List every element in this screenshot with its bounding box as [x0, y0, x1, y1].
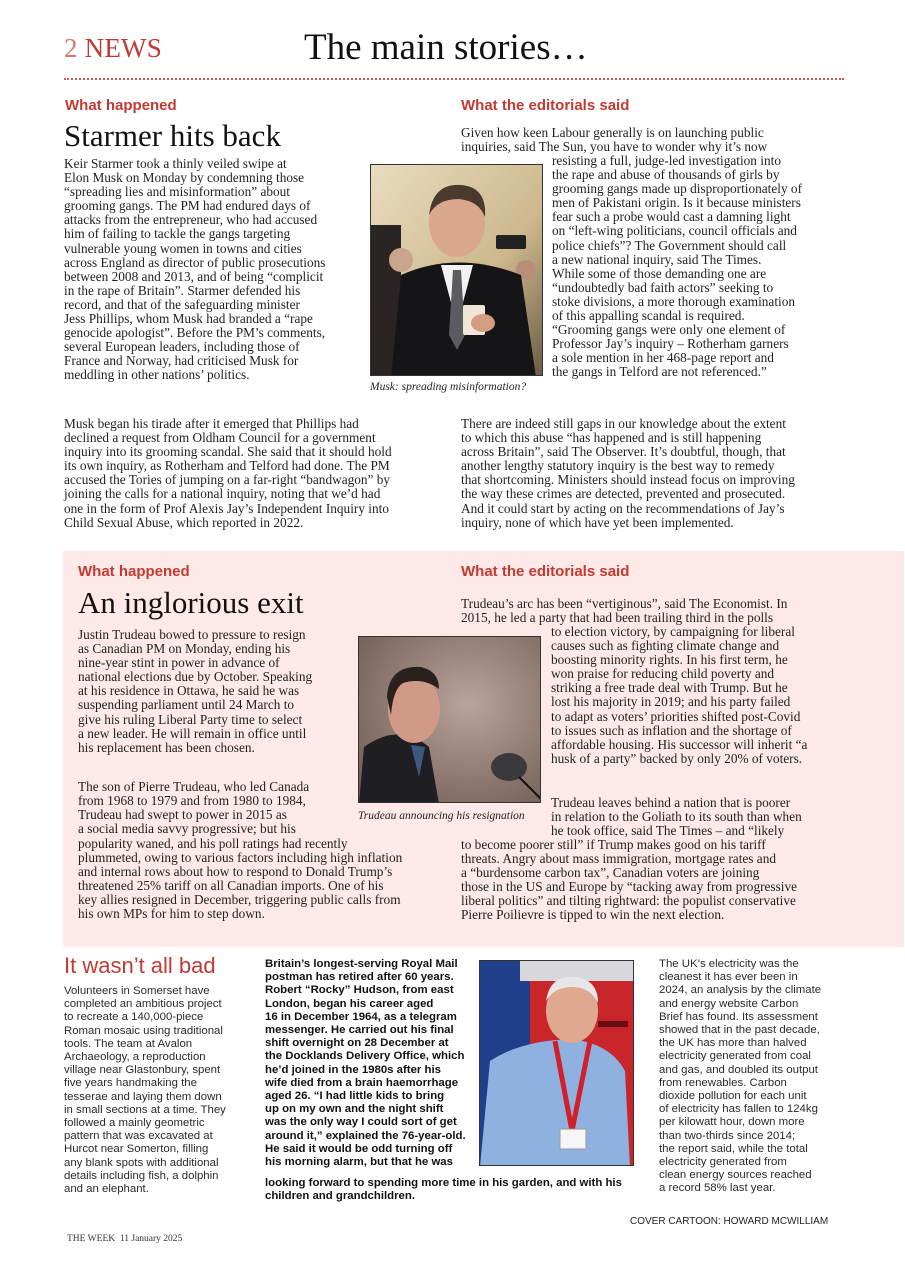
story1-body-para2: Musk began his tirade after it emerged that Phillips had declined a request from Oldham Council for a government inquiry into its grooming scandal. She said that it should hold its own inquiry, as Rotherham and Telford had done. The PM accused the Tories of jumping on a far-right “bandwagon” by joining the calls for a national inquiry, noting that we’d had one in the form of Prof Alexis Jay’s Independent Inquiry into Child Sexual Abuse, which reported in 2022.	[64, 416, 392, 530]
story2-editorials-para1-wrap: to election victory, by campaigning for liberal causes such as fighting climate change and boosting minority rights. In his first term, he won praise for reducing child poverty and striking a free trade deal with Trump. But he lost his majority in 2019; and his party failed to adapt as voters’ priorities shifted post-Covid to issues such as inflation and the shortage of affordable housing. His successor will inherit “a husk of a party” backed by only 20% of voters.	[551, 624, 808, 766]
postman-photo-image	[480, 961, 634, 1166]
section-number: 2	[64, 33, 78, 63]
musk-photo	[370, 164, 543, 376]
mosaic-story: Volunteers in Somerset have completed an ambitious project to recreate a 140,000-piece Roman mosaic using traditional tools. The team at Avalon Archaeology, a reproduction village near Glastonbury, spent five years handmaking the tesserae and laying them down in small sections at a time. They followed a mainly geometric pattern that was excavated at Hurcot near Somerton, filling any blank spots with additional details including fish, a dolphin and an elephant.	[64, 985, 226, 1196]
story2-editorials-para2-full: to become poorer still” if Trump makes good on his tariff threats. Angry about mass immigration, mortgage rates and a “burdensome carbon tax”, Canadian voters are joining those in the US and Europe by “tacking away from progressive liberal politics” and tilting rightward: the populist conservative Pierre Poilievre is tipped to win the next election.	[461, 837, 798, 923]
story1-headline: Starmer hits back	[64, 118, 281, 153]
page-title: The main stories…	[304, 27, 588, 68]
story1-editorials-para1-wrap: resisting a full, judge-led investigation into the rape and abuse of thousands of girls by grooming gangs made up disproportionately of men of Pakistani origin. Is it because ministers fear such a probe would cast a damning light on “left-wing politicians, council officials and police chiefs”? The Government should call a new national inquiry, said The Times. While some of those demanding one are “undoubtedly bad faith actors” seeking to stoke divisions, a more thorough examination of this appalling scandal is required. “Grooming gangs were only one element of Professor Jay’s inquiry – Rotherham garners a sole mention in her 468-page report and the gangs in Telford are not referenced.”	[552, 153, 803, 380]
issue-date: 11 January 2025	[119, 1234, 183, 1244]
postman-story-end: looking forward to spending more time in his garden, and with his children and grandchildren.	[265, 1177, 622, 1203]
electricity-story: The UK’s electricity was the cleanest it has ever been in 2024, an analysis by the climate and energy website Carbon Brief has found. Its assessment showed that in the past decade, the UK has more than halved electricity generated from coal and gas, and doubled its output from renewables. Carbon dioxide pollution for each unit of electricity has fallen to 124kg per kilowatt hour, down more than two-thirds since 2014; the report said, while the total electricity generated from clean energy sources reached a record 58% last year.	[659, 958, 822, 1195]
story2-body-para2-wrap: The son of Pierre Trudeau, who led Canada from 1968 to 1979 and from 1980 to 1984, Trudeau had swept to power in 2015 as a social media savvy progressive; but his	[78, 779, 310, 837]
story2-body-para2-full: popularity waned, and his poll ratings had recently plummeted, owing to various factors including high inflation and internal rows about how to respond to Donald Trump’s threatened 25% tariff on all Canadian imports. One of his key allies resigned in December, triggering public calls from his own MPs for him to step down.	[78, 836, 403, 922]
trudeau-photo-image	[359, 637, 541, 803]
story2-editorials-kicker: What the editorials said	[461, 563, 630, 580]
story2-editorials-para1-top: Trudeau’s arc has been “vertiginous”, said The Economist. In 2015, he led a party that had been trailing third in the polls	[461, 596, 788, 626]
story2-headline: An inglorious exit	[78, 585, 304, 620]
story1-editorials-para2: There are indeed still gaps in our knowledge about the extent to which this abuse “has happened and is still happening across Britain”, said The Observer. It’s doubtful, though, that another lengthy statutory inquiry is the best way to remedy that shortcoming. Ministers should instead focus on improving the way these crimes are detected, prevented and prosecuted. And it could start by acting on the recommendations of Jay’s inquiry, none of which have yet been implemented.	[461, 416, 795, 530]
story2-kicker: What happened	[78, 563, 190, 580]
section-label	[64, 33, 162, 64]
story1-editorials-kicker: What the editorials said	[461, 97, 630, 114]
story1-kicker: What happened	[65, 97, 177, 114]
publication-name: THE WEEK	[67, 1234, 116, 1244]
postman-story: Britain’s longest-serving Royal Mail postman has retired after 60 years. Robert “Rocky” Hudson, from east London, began his career aged 16 in December 1964, as a telegram messenger. He carried out his final shift overnight on 28 December at the Docklands Delivery Office, which he’d joined in the 1980s after his wife died from a brain haemorrhage aged 26. “I had little kids to bring up on my own and the night shift was the only way I could sort of get around it,” explained the 76-year-old. He said it would be odd turning off his morning alarm, but that he was	[265, 958, 466, 1169]
dotted-divider	[64, 78, 844, 80]
postman-photo	[479, 960, 634, 1166]
cover-credit: COVER CARTOON: HOWARD MCWILLIAM	[630, 1216, 829, 1227]
page-footer	[67, 1234, 182, 1244]
story2-editorials-para2-wrap: Trudeau leaves behind a nation that is poorer in relation to the Goliath to its south than when he took office, said The Times – and “likely	[551, 795, 802, 839]
good-news-title: It wasn’t all bad	[64, 953, 216, 978]
story1-editorials-para1-top: Given how keen Labour generally is on launching public inquiries, said The Sun, you have to wonder why it’s now	[461, 125, 768, 155]
section-name: NEWS	[84, 33, 162, 63]
story1-body-para1: Keir Starmer took a thinly veiled swipe at Elon Musk on Monday by condemning those “spreading lies and misinformation” about grooming gangs. The PM had endured days of attacks from the entrepreneur, who had accused him of failing to tackle the gangs targeting vulnerable young women in towns and cities across England as director of public prosecutions between 2008 and 2013, and of being “complicit in the rape of Britain”. Starmer defended his record, and that of the safeguarding minister Jess Phillips, whom Musk had branded a “rape genocide apologist”. Before the PM’s comments, several European leaders, including those of France and Norway, had criticised Musk for meddling in other nations’ politics.	[64, 156, 326, 383]
trudeau-photo	[358, 636, 541, 803]
story2-body-para1: Justin Trudeau bowed to pressure to resign as Canadian PM on Monday, ending his nine-year stint in power in advance of national elections due by October. Speaking at his residence in Ottawa, he said he was suspending parliament until 24 March to give his ruling Liberal Party time to select a new leader. He will remain in office until his replacement has been chosen.	[78, 627, 313, 755]
musk-photo-image	[371, 165, 543, 376]
trudeau-photo-caption: Trudeau announcing his resignation	[358, 810, 525, 822]
musk-photo-caption: Musk: spreading misinformation?	[370, 381, 527, 393]
